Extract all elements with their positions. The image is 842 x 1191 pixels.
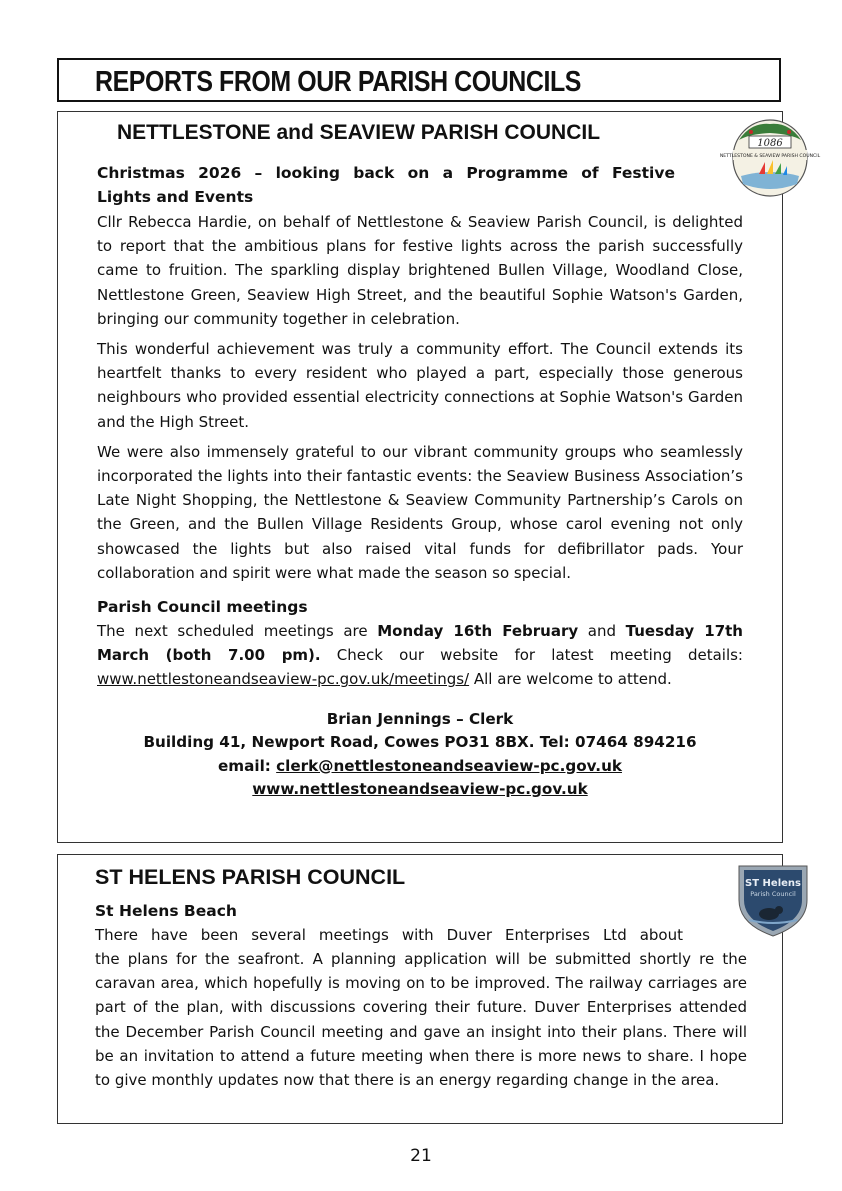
website-link[interactable]: www.nettlestoneandseaview-pc.gov.uk — [252, 780, 588, 799]
page-header — [57, 58, 781, 102]
beach-paragraph: the plans for the seafront. A planning application will be submitted shortly re the caravan area, which hopefully is moving on to be improved. The railway carriages are part of the plan, with discussions covering their future. Duver Enterprises attended the December Parish Council meeting and gave an insight into their plans. There will be an invitation to attend a future meeting when there is more news to share. I hope to give monthly updates now that there is an energy regarding change in the area. — [95, 950, 747, 1090]
clerk-address: Building 41, Newport Road, Cowes PO31 8BX. Tel: 07464 894216 — [143, 733, 697, 752]
clerk-name: Brian Jennings – Clerk — [326, 709, 514, 728]
sthelens-title: ST HELENS PARISH COUNCIL — [95, 865, 406, 889]
christmas-heading: Christmas 2026 – looking back on a Programme of Festive — [97, 164, 675, 182]
beach-heading: St Helens Beach — [95, 902, 237, 920]
christmas-paragraph-3: We were also immensely grateful to our vibrant community groups who seamlessly incorporated the lights into their fantastic events: the Seaview Business Association’s Late Night Shopping, the Nettlestone & Seaview Community Partnership’s Carols on the Green, and the Bullen Village Residents Group, whose carol evening not only showcased the lights but also raised vital funds for defibrillator pads. Your collaboration and spirit were what made the season so special. — [97, 442, 743, 582]
nettlestone-section — [57, 111, 821, 843]
meetings-paragraph: The next scheduled meetings are Monday 16th February and Tuesday 17th March (both 7.00 pm). Check our website for latest meeting details: www.nettlestoneandseaview-pc.gov.uk/meetings/ All are welcome to attend. — [97, 622, 743, 689]
website-line — [97, 778, 743, 802]
clerk-email-link[interactable]: clerk@nettlestoneandseaview-pc.gov.uk — [276, 756, 622, 775]
meetings-heading: Parish Council meetings — [97, 598, 308, 617]
sthelens-logo — [733, 860, 813, 938]
logo-year-text: 1086 — [757, 138, 783, 149]
meetings-link[interactable]: www.nettlestoneandseaview-pc.gov.uk/meetings/ — [97, 670, 470, 689]
page-number: 21 — [410, 1146, 432, 1166]
beach-first-line: There have been several meetings with Duver Enterprises Ltd about — [95, 926, 683, 944]
sthelens-section — [57, 854, 801, 1124]
logo-line2-text: Parish Council — [750, 890, 796, 898]
nettlestone-logo — [719, 118, 821, 198]
page-title: REPORTS FROM OUR PARISH COUNCILS — [95, 66, 581, 98]
logo-ring-text: NETTLESTONE & SEAVIEW PARISH COUNCIL — [719, 154, 821, 159]
nettlestone-title: NETTLESTONE and SEAVIEW PARISH COUNCIL — [117, 121, 601, 144]
christmas-heading-line2: Lights and Events — [97, 188, 254, 206]
logo-line1-text: ST Helens — [745, 878, 801, 889]
christmas-paragraph-1: Cllr Rebecca Hardie, on behalf of Nettlestone & Seaview Parish Council, is delighted to report that the ambitious plans for festive lights across the parish successfully came to fruition. The sparkling display brightened Bullen Village, Woodland Close, Nettlestone Green, Seaview High Street, and the beautiful Sophie Watson's Garden, bringing our community together in celebration. — [97, 213, 743, 328]
christmas-paragraph-2: This wonderful achievement was truly a community effort. The Council extends its heartfelt thanks to every resident who played a part, especially those generous neighbours who provided essential electricity connections at Sophie Watson's Garden and the High Street. — [97, 340, 743, 431]
clerk-email-line: email: clerk@nettlestoneandseaview-pc.gov.uk — [218, 756, 622, 775]
